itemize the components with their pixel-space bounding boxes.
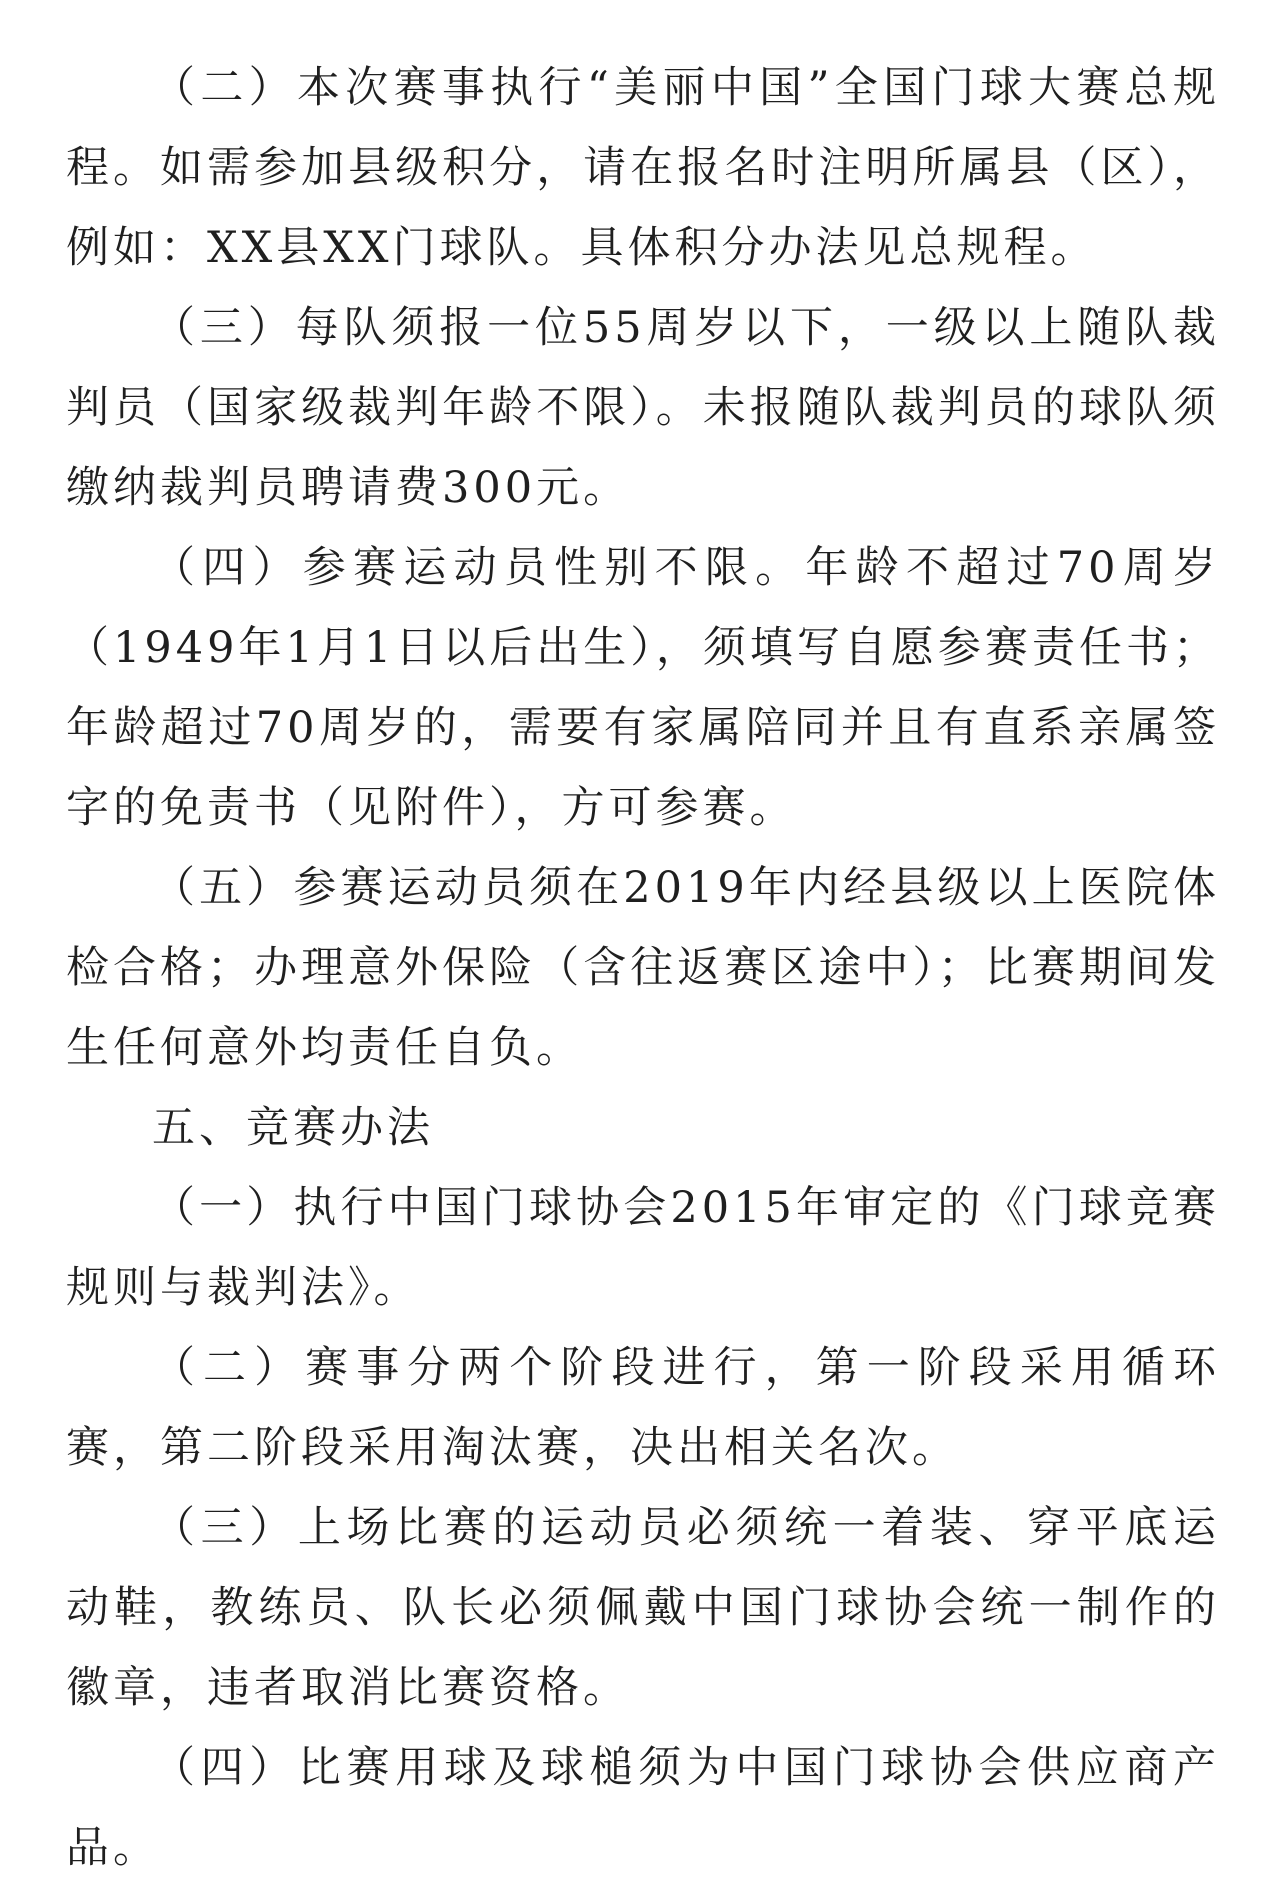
paragraph-section-5-item-1: （一）执行中国门球协会2015年审定的《门球竞赛规则与裁判法》。	[66, 1183, 1220, 1313]
paragraph-section-5-item-4: （四）比赛用球及球槌须为中国门球协会供应商产品。	[66, 1743, 1220, 1873]
section-heading: 五、竞赛办法	[152, 1103, 434, 1153]
paragraph-section-4-item-4: （四）参赛运动员性别不限。年龄不超过70周岁（1949年1月1日以后出生），须填写自愿参赛责任书；年龄超过70周岁的，需要有家属陪同并且有直系亲属签字的免责书（见附件），方可参赛。	[66, 543, 1220, 833]
paragraph-section-5-item-3: （三）上场比赛的运动员必须统一着装、穿平底运动鞋，教练员、队长必须佩戴中国门球协会统一制作的徽章，违者取消比赛资格。	[66, 1503, 1220, 1713]
paragraph-section-4-item-3: （三）每队须报一位55周岁以下，一级以上随队裁判员（国家级裁判年龄不限）。未报随队裁判员的球队须缴纳裁判员聘请费300元。	[66, 303, 1220, 513]
paragraph-section-4-item-2: （二）本次赛事执行“美丽中国”全国门球大赛总规程。如需参加县级积分，请在报名时注明所属县（区），例如：XX县XX门球队。具体积分办法见总规程。	[66, 63, 1220, 273]
paragraph-section-5-item-2: （二）赛事分两个阶段进行，第一阶段采用循环赛，第二阶段采用淘汰赛，决出相关名次。	[66, 1343, 1220, 1473]
paragraph-section-4-item-5: （五）参赛运动员须在2019年内经县级以上医院体检合格；办理意外保险（含往返赛区途中）；比赛期间发生任何意外均责任自负。	[66, 863, 1220, 1073]
document-body	[66, 48, 1220, 1888]
